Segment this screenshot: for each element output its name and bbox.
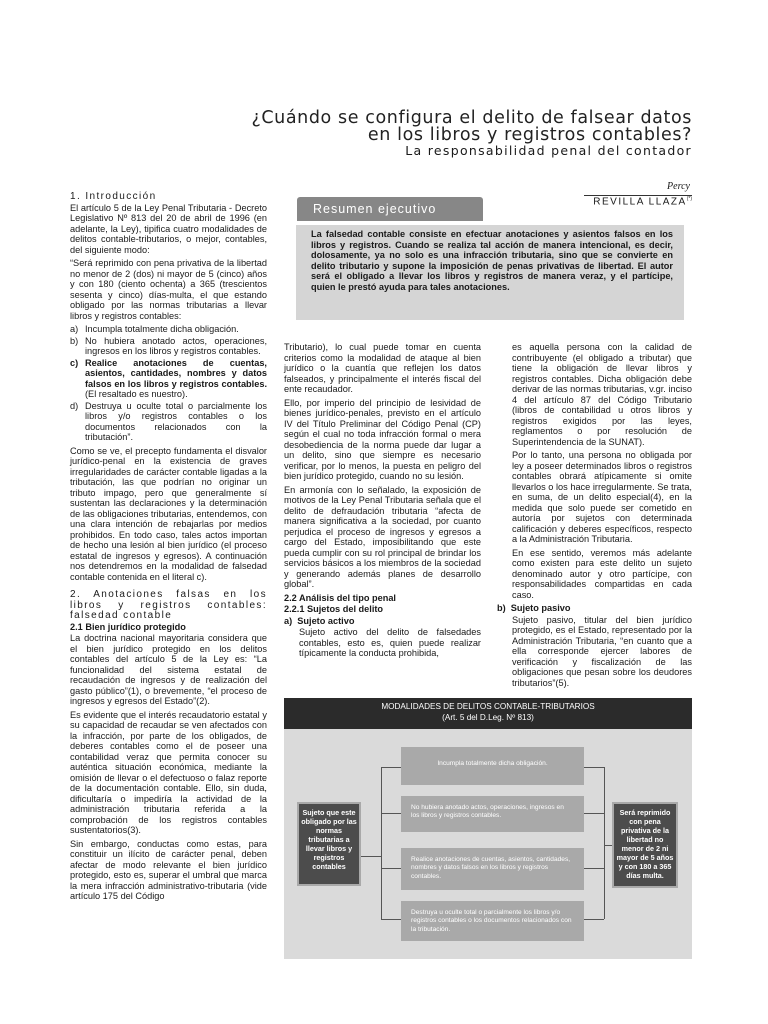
connector-line	[359, 856, 381, 857]
paragraph: es aquella persona con la calidad de contribuyente (el obligado a tributar) que tiene la obligación de llevar libros y registros contables. Dicha obligación debe derivar de las normas tributarias, v.gr. inciso 4 del artículo 87 del Código Tributario (libros de contabilidad u otros libros y registros exigidos por las leyes, reglamentos o por resolución de Superintendencia de la SUNAT).	[512, 342, 692, 447]
diagram-title: MODALIDADES DE DELITOS CONTABLE-TRIBUTARIOS	[381, 702, 595, 711]
connector-line	[584, 813, 604, 814]
paragraph: Sin embargo, conductas como estas, para constituir un ilícito de carácter penal, deben afectar de modo relevante el bien jurídico protegido, esto es, superar el umbral que marca la mera infracción administrativo-tributaria (vide artículo 175 del Código	[70, 838, 267, 901]
connector-line	[381, 767, 382, 919]
text-column-2	[284, 342, 481, 662]
paragraph: Como se ve, el precepto fundamenta el disvalor jurídico-penal en la existencia de graves irregularidades de carácter contable ligadas a la tributación, las que podrían no originar un tributo impago, pero que generalmente sí sustentan las declaraciones y la determinación de las obligaciones tributarias, entendemos, con una clara intención de rebajarlas por medios prohibidos. En todo caso, tales actos importan de hecho una lesión al bien jurídico (el proceso estatal de ingresos y egresos). A continuación nos detendremos en la modalidad de falsedad contable contenida en el literal c).	[70, 445, 267, 582]
subheading-active-subject: a) Sujeto activo	[284, 615, 355, 626]
author-last-name: REVILLA LLAZA(*)	[593, 196, 692, 208]
connector-line	[381, 813, 401, 814]
paragraph: Tributario), lo cual puede tomar en cuenta criterios como la modalidad de ataque al bien jurídico o la cuantía que reflejen los datos falseados, y principalmente el interés fiscal del ente recaudador.	[284, 342, 481, 394]
subsection-heading-analysis: 2.2 Análisis del tipo penal	[284, 592, 396, 603]
paragraph: Ello, por imperio del principio de lesividad de bienes jurídico-penales, previsto en el artículo IV del Título Preliminar del Código Penal (CP) según el cual no toda infracción formal o mera desobediencia de la norma puede dar lugar a un delito, sino que siempre es necesario verificar, por lo menos, la puesta en peligro del bien jurídico protegido, cuando no su lesión.	[284, 397, 481, 481]
diagram-penalty-box: Será reprimido con pena privativa de la libertad no menor de 2 ni mayor de 5 años y con 180 a 365 días multa.	[612, 802, 678, 888]
subsection-heading-legal-good: 2.1 Bien jurídico protegido	[70, 621, 186, 632]
paragraph: En armonía con lo señalado, la exposición de motivos de la Ley Penal Tributaria señala que el delito de defraudación tributaria “afecta de manera significativa a la sociedad, por cuanto perjudica el proceso de ingresos y egresos a cargo del Estado, imposibilitando que este pueda cumplir con su rol principal de brindar los servicios básicos a los miembros de la sociedad y generando además planes de desarrollo global”.	[284, 484, 481, 589]
article-subtitle: La responsabilidad penal del contador	[405, 143, 692, 158]
connector-line	[584, 868, 604, 869]
paragraph: La doctrina nacional mayoritaria considera que el bien jurídico protegido en los delitos contables del artículo 5 de la Ley es: “La funcionalidad del sistema estatal de recaudación de ingresos y de realización del gasto público”(1), o brevemente, “el proceso de ingresos y egresos del Estado”(2).	[70, 633, 267, 706]
paragraph: Es evidente que el interés recaudatorio estatal y su capacidad de recaudar se ven afectados con la infracción, por parte de los obligados, de deberes contables como el de poseer una contabilidad veraz que permita conocer su auténtica situación económica, mediante la omisión de llevar o el defectuoso o falaz reporte de la documentación contable. Ello, sin duda, dificultaría o impediría la actividad de la administración tributaria referida a la comprobación de los registros contables sustentatorios(3).	[70, 709, 267, 835]
diagram-subject-box: Sujeto que este obligado por las normas tributarias a llevar libros y registros contables	[297, 802, 361, 886]
quote-paragraph: “Será reprimido con pena privativa de la libertad no menor de 2 (dos) ni mayor de 5 (cinco) años y con 180 (ciento ochenta) a 365 (trescientos sesenta y cinco) días-multa, el que estando obligado por las normas tributarias a llevar libros y registros contables:	[70, 258, 267, 321]
modalities-list	[70, 324, 267, 443]
diagram-modality-box: Destruya u oculte total o parcialmente los libros y/o registros contables o los documentos relacionados con la tributación.	[401, 901, 584, 941]
summary-heading: Resumen ejecutivo	[297, 197, 483, 221]
paragraph: En ese sentido, veremos más adelante como existen para este delito un sujeto denominado autor y otro partícipe, con responsabilidades compartidas en cada caso.	[512, 547, 692, 600]
text-column-3	[497, 342, 692, 691]
connector-line	[381, 868, 401, 869]
article-title-line-2: en los libros y registros contables?	[367, 125, 692, 145]
list-item: b) No hubiera anotado actos, operaciones, ingresos en los libros y registros contables.	[70, 335, 267, 356]
connector-line	[584, 919, 604, 920]
connector-line	[381, 767, 401, 768]
paragraph: Sujeto activo del delito de falsedades contables, esto es, quien puede realizar típicamente la conducta prohibida,	[299, 627, 481, 658]
list-item-highlighted: c) Realice anotaciones de cuentas, asientos, cantidades, nombres y datos falsos en los libros y registros contables. (El resaltado es nuestro).	[70, 357, 267, 399]
diagram-modality-box: Incumpla totalmente dicha obligación.	[401, 747, 584, 785]
connector-line	[584, 767, 604, 768]
paragraph: Sujeto pasivo, titular del bien jurídico protegido, es el Estado, representado por la Administración Tributaria, “en cuanto que a ella corresponde ejercer labores de verificación y fiscalización de las obligaciones que pesan sobre los deudores tributarios”(5).	[512, 614, 692, 688]
list-item: a) Incumpla totalmente dicha obligación.	[70, 324, 239, 334]
connector-line	[381, 919, 401, 920]
paragraph: Por lo tanto, una persona no obligada por ley a poseer determinados libros o registros contables obrará atípicamente si omite llevarlos o los hace irregularmente. Se trata, en suma, de un delito especial(4), en la medida que solo puede ser cometido en autoría por sujetos con determinada calificación y deberes específicos, respecto a la Administración Tributaria.	[512, 450, 692, 544]
list-item: d) Destruya u oculte total o parcialmente los libros y/o registros contables o los documentos relacionados con la tributación”.	[70, 400, 267, 442]
summary-text: La falsedad contable consiste en efectuar anotaciones y asientos falsos en los libros y registros. Cuando se realiza tal acción de manera intencional, es decir, dolosamente, ya no solo es una infracción tributaria, sino que se convierte en delito tributario y supone la imposición de penas privativas de libertad. El autor será el obligado a llevar los libros y registros de manera veraz, y el partícipe, quien le prestó ayuda para tales anotaciones.	[311, 229, 673, 292]
diagram-modality-box: No hubiera anotado actos, operaciones, ingresos en los libros y registros contables.	[401, 796, 584, 832]
connector-line	[604, 767, 605, 919]
text-column-1	[70, 192, 267, 905]
paragraph: El artículo 5 de la Ley Penal Tributaria - Decreto Legislativo Nº 813 del 20 de abril de 1996 (en adelante, la Ley), tipifica cuatro modalidades de delitos contable-tributarios, o mejor, contables, del siguiente modo:	[70, 202, 267, 255]
diagram-subtitle: (Art. 5 del D.Leg. Nº 813)	[442, 712, 534, 722]
subheading-passive-subject: b) Sujeto pasivo	[497, 603, 571, 613]
author-first-name: Percy	[667, 181, 690, 192]
author-footnote-mark: (*)	[686, 196, 692, 202]
article-title-line-1: ¿Cuándo se configura el delito de falsear datos	[251, 108, 692, 128]
section-heading-false-entries: 2. Anotaciones falsas en los libros y registros contables: falsedad contable	[70, 589, 267, 621]
diagram-modality-box: Realice anotaciones de cuentas, asientos, cantidades, nombres y datos falsos en los libros y registros contables.	[401, 848, 584, 890]
section-heading-introduction: 1. Introducción	[70, 191, 157, 202]
subsection-heading-subjects: 2.2.1 Sujetos del delito	[284, 604, 384, 614]
diagram-header	[284, 698, 692, 729]
